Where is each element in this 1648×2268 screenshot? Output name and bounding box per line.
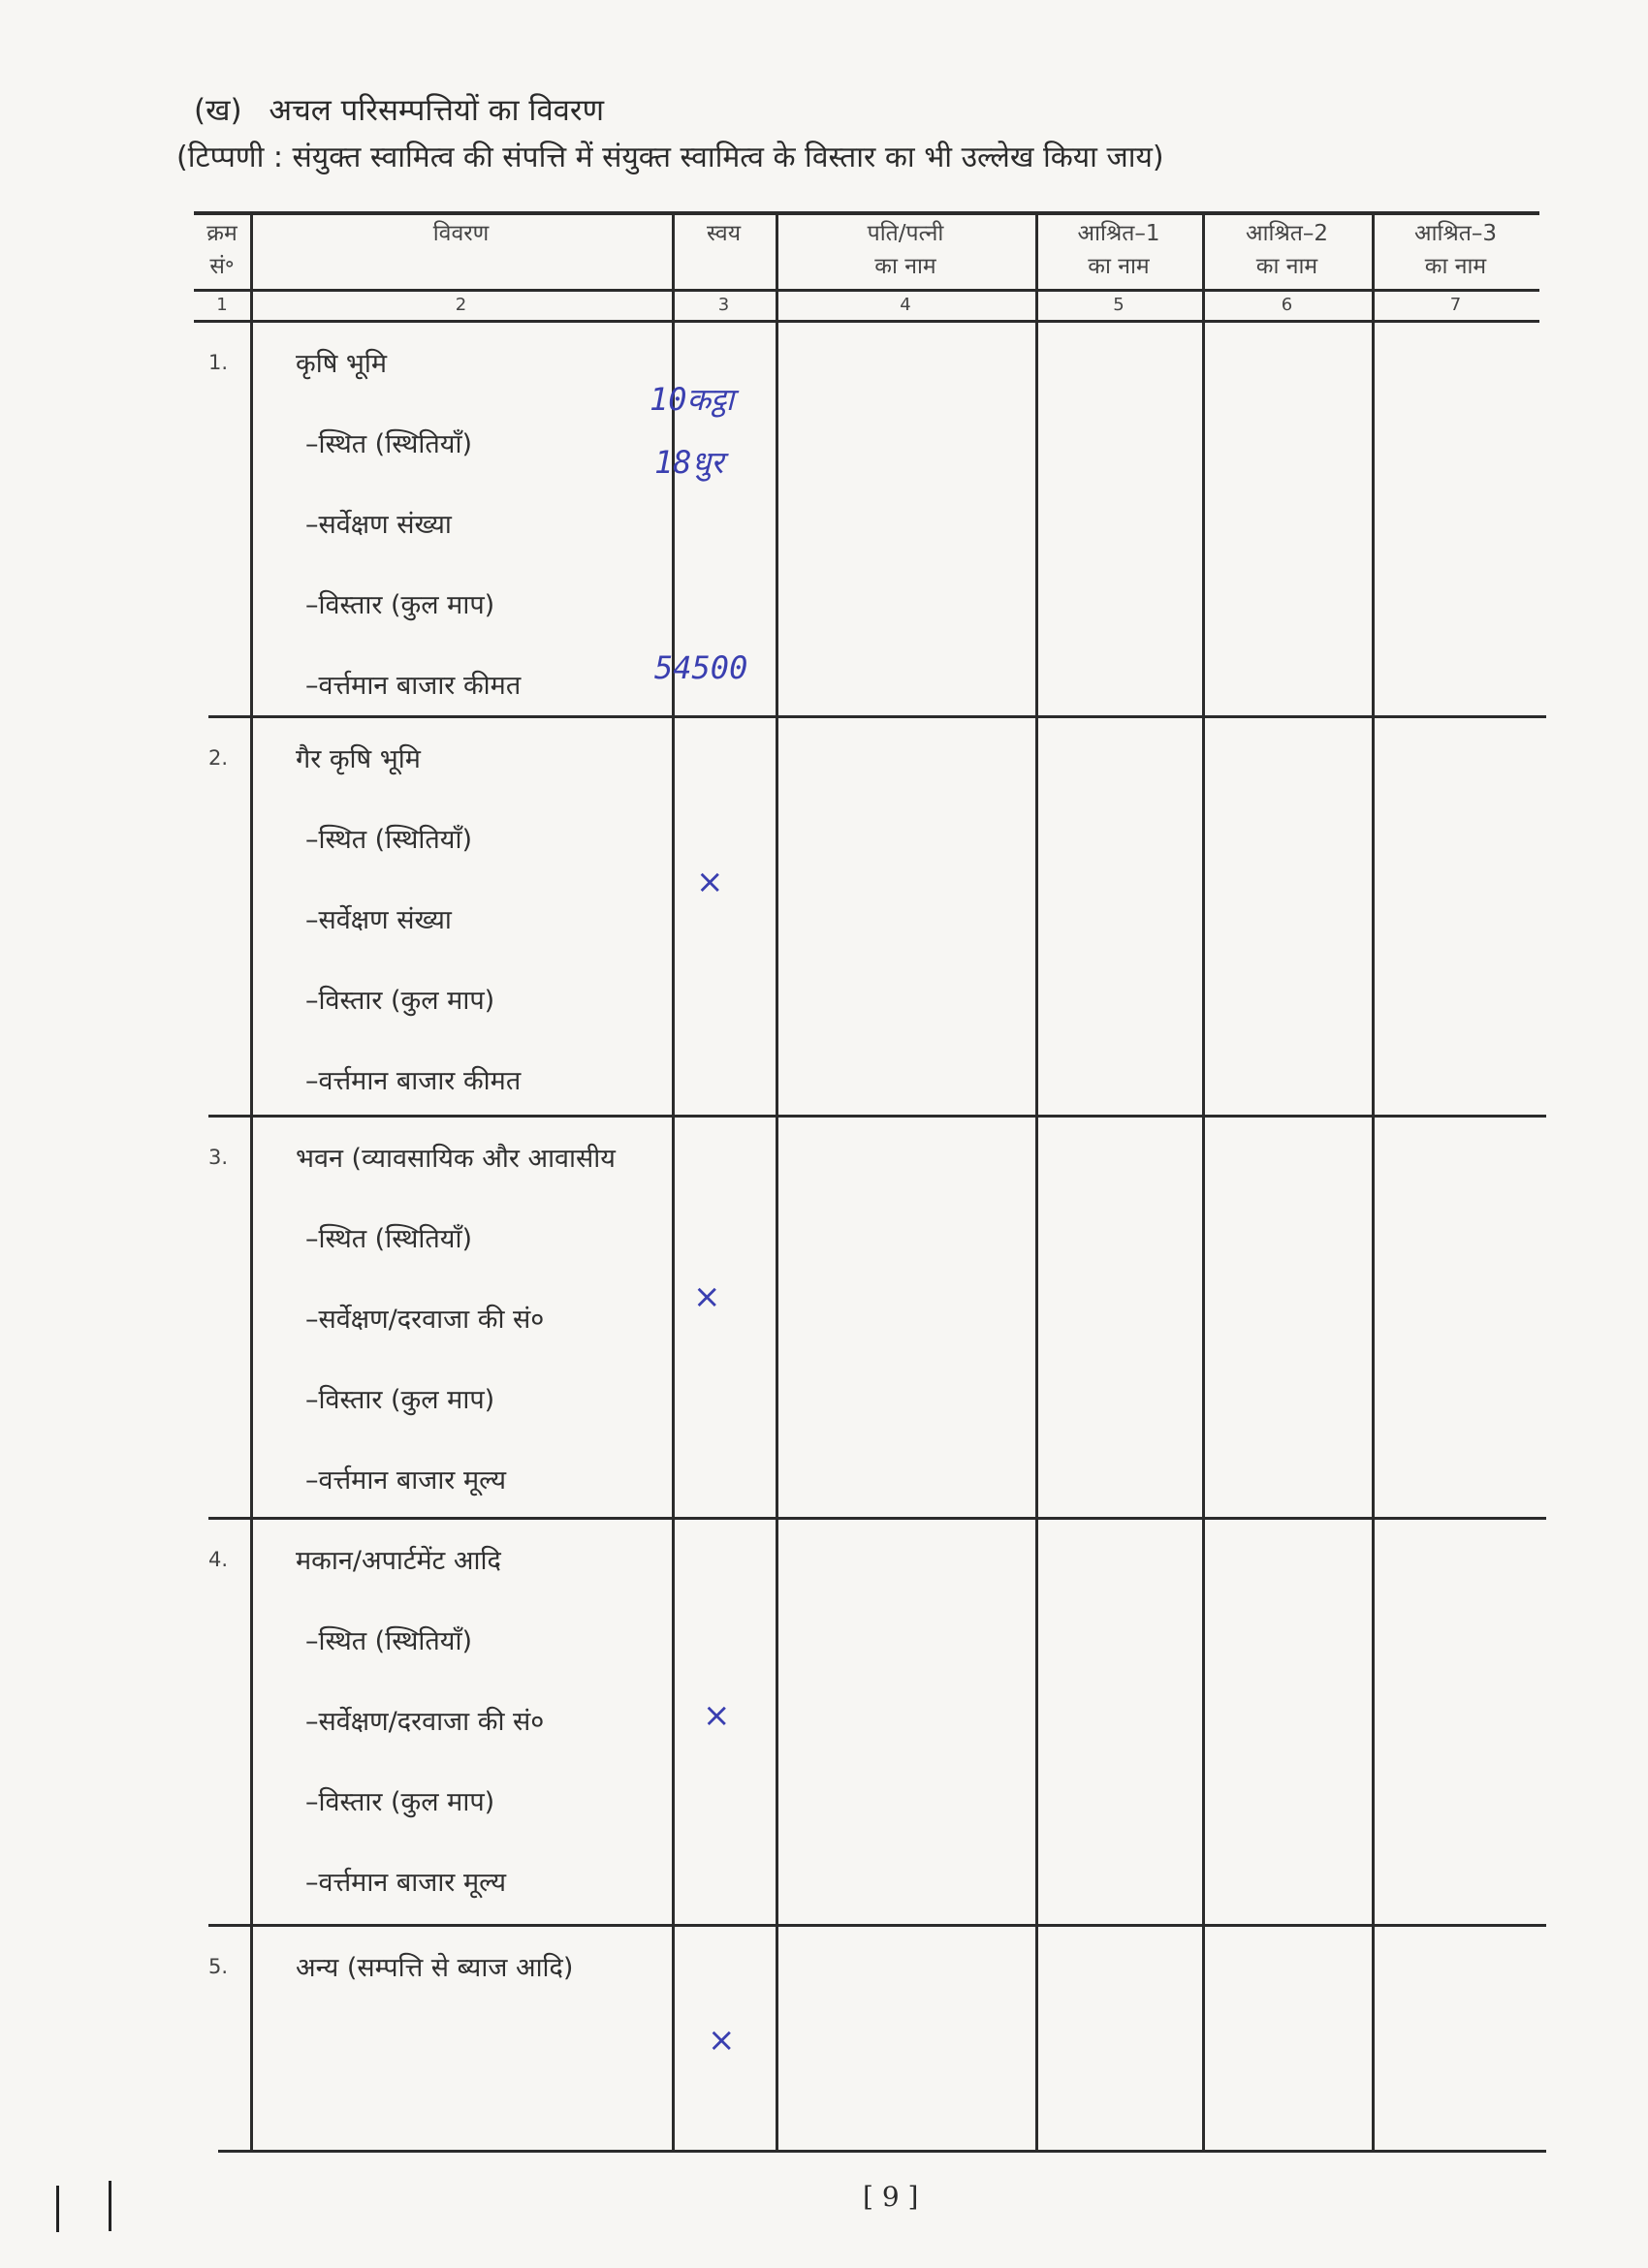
header-bottom-rule	[194, 289, 1539, 292]
section-2-field-1: –स्थित (स्थितियाँ)	[305, 825, 472, 855]
section-3-serial: 3.	[208, 1146, 229, 1169]
column-number-6: 6	[1281, 295, 1293, 315]
column-header-1: क्रम	[206, 221, 238, 246]
section-3-field-1: –स्थित (स्थितियाँ)	[305, 1224, 472, 1254]
section-1-field-1: –स्थित (स्थितियाँ)	[305, 429, 472, 459]
section-4-serial: 4.	[208, 1548, 229, 1571]
section-5-self-entry-1: ×	[708, 2021, 736, 2060]
section-2-serial: 2.	[208, 746, 229, 770]
section-2-field-4: –वर्त्तमान बाजार कीमत	[305, 1066, 522, 1096]
column-number-5: 5	[1113, 295, 1125, 315]
column-header-5: आश्रित–1	[1077, 221, 1160, 246]
section-5-title: अन्य (सम्पत्ति से ब्याज आदि)	[296, 1953, 574, 1983]
section-4-field-1: –स्थित (स्थितियाँ)	[305, 1626, 472, 1656]
column-header-3: स्वय	[706, 221, 742, 246]
margin-mark-2	[109, 2181, 111, 2231]
section-separator-1	[208, 715, 1546, 718]
section-3-field-2: –सर्वेक्षण/दरवाजा की सं०	[305, 1305, 545, 1335]
section-separator-3	[208, 1517, 1546, 1520]
table-bottom-rule	[218, 2150, 1546, 2153]
section-4-field-4: –वर्त्तमान बाजार मूल्य	[305, 1868, 507, 1898]
column-divider-5	[1202, 211, 1205, 2150]
column-divider-2	[672, 211, 675, 2150]
column-number-3: 3	[717, 295, 730, 315]
section-1-field-4: –वर्त्तमान बाजार कीमत	[305, 671, 522, 701]
section-heading	[194, 89, 604, 130]
section-4-title: मकान/अपार्टमेंट आदि	[296, 1546, 501, 1576]
section-2-self-entry-1: ×	[696, 863, 724, 901]
column-header-1-line2: सं॰	[209, 254, 235, 279]
column-divider-1	[250, 211, 253, 2150]
section-title: अचल परिसम्पत्तियों का विवरण	[269, 93, 605, 128]
column-number-2: 2	[455, 295, 467, 315]
column-number-rule	[194, 320, 1539, 323]
section-2-title: गैर कृषि भूमि	[296, 744, 421, 774]
column-header-4-line2: का नाम	[874, 254, 936, 279]
section-2-field-2: –सर्वेक्षण संख्या	[305, 905, 452, 935]
column-header-7: आश्रित–3	[1414, 221, 1497, 246]
column-header-5-line2: का नाम	[1088, 254, 1150, 279]
column-divider-6	[1372, 211, 1375, 2150]
column-header-6: आश्रित–2	[1246, 221, 1328, 246]
section-1-field-3: –विस्तार (कुल माप)	[305, 590, 495, 620]
column-number-4: 4	[900, 295, 911, 315]
section-4-self-entry-1: ×	[703, 1696, 731, 1735]
section-3-field-4: –वर्त्तमान बाजार मूल्य	[305, 1465, 507, 1496]
column-header-2: विवरण	[432, 221, 490, 246]
column-header-7-line2: का नाम	[1424, 254, 1487, 279]
table-top-rule	[194, 211, 1539, 215]
section-3-self-entry-1: ×	[693, 1277, 721, 1316]
column-number-7: 7	[1449, 295, 1462, 315]
section-2-field-3: –विस्तार (कुल माप)	[305, 986, 495, 1016]
section-separator-4	[208, 1924, 1546, 1927]
section-3-title: भवन (व्यावसायिक और आवासीय	[296, 1144, 616, 1174]
section-1-title: कृषि भूमि	[296, 349, 388, 379]
section-label: (ख)	[194, 93, 242, 128]
section-3-field-3: –विस्तार (कुल माप)	[305, 1385, 495, 1415]
page-number: [ 9 ]	[863, 2181, 919, 2213]
column-header-6-line2: का नाम	[1255, 254, 1318, 279]
section-4-field-2: –सर्वेक्षण/दरवाजा की सं०	[305, 1707, 545, 1737]
section-1-self-entry-1: 10कट्ठा	[650, 381, 735, 418]
section-note: (टिप्पणी : संयुक्त स्वामित्व की संपत्ति में संयुक्त स्वामित्व के विस्तार का भी उल्लेख किया जाय)	[176, 141, 1164, 174]
section-1-serial: 1.	[208, 351, 229, 374]
margin-mark-1	[56, 2186, 59, 2232]
section-1-field-2: –सर्वेक्षण संख्या	[305, 510, 452, 540]
section-separator-2	[208, 1115, 1546, 1118]
section-5-serial: 5.	[208, 1955, 229, 1978]
section-1-self-entry-2: 18धुर	[654, 444, 724, 481]
column-header-4: पति/पत्नी	[867, 221, 944, 246]
column-number-1: 1	[216, 295, 228, 315]
section-1-self-entry-3: 54500	[654, 649, 748, 686]
column-divider-4	[1035, 211, 1038, 2150]
section-4-field-3: –विस्तार (कुल माप)	[305, 1787, 495, 1817]
column-divider-3	[776, 211, 778, 2150]
